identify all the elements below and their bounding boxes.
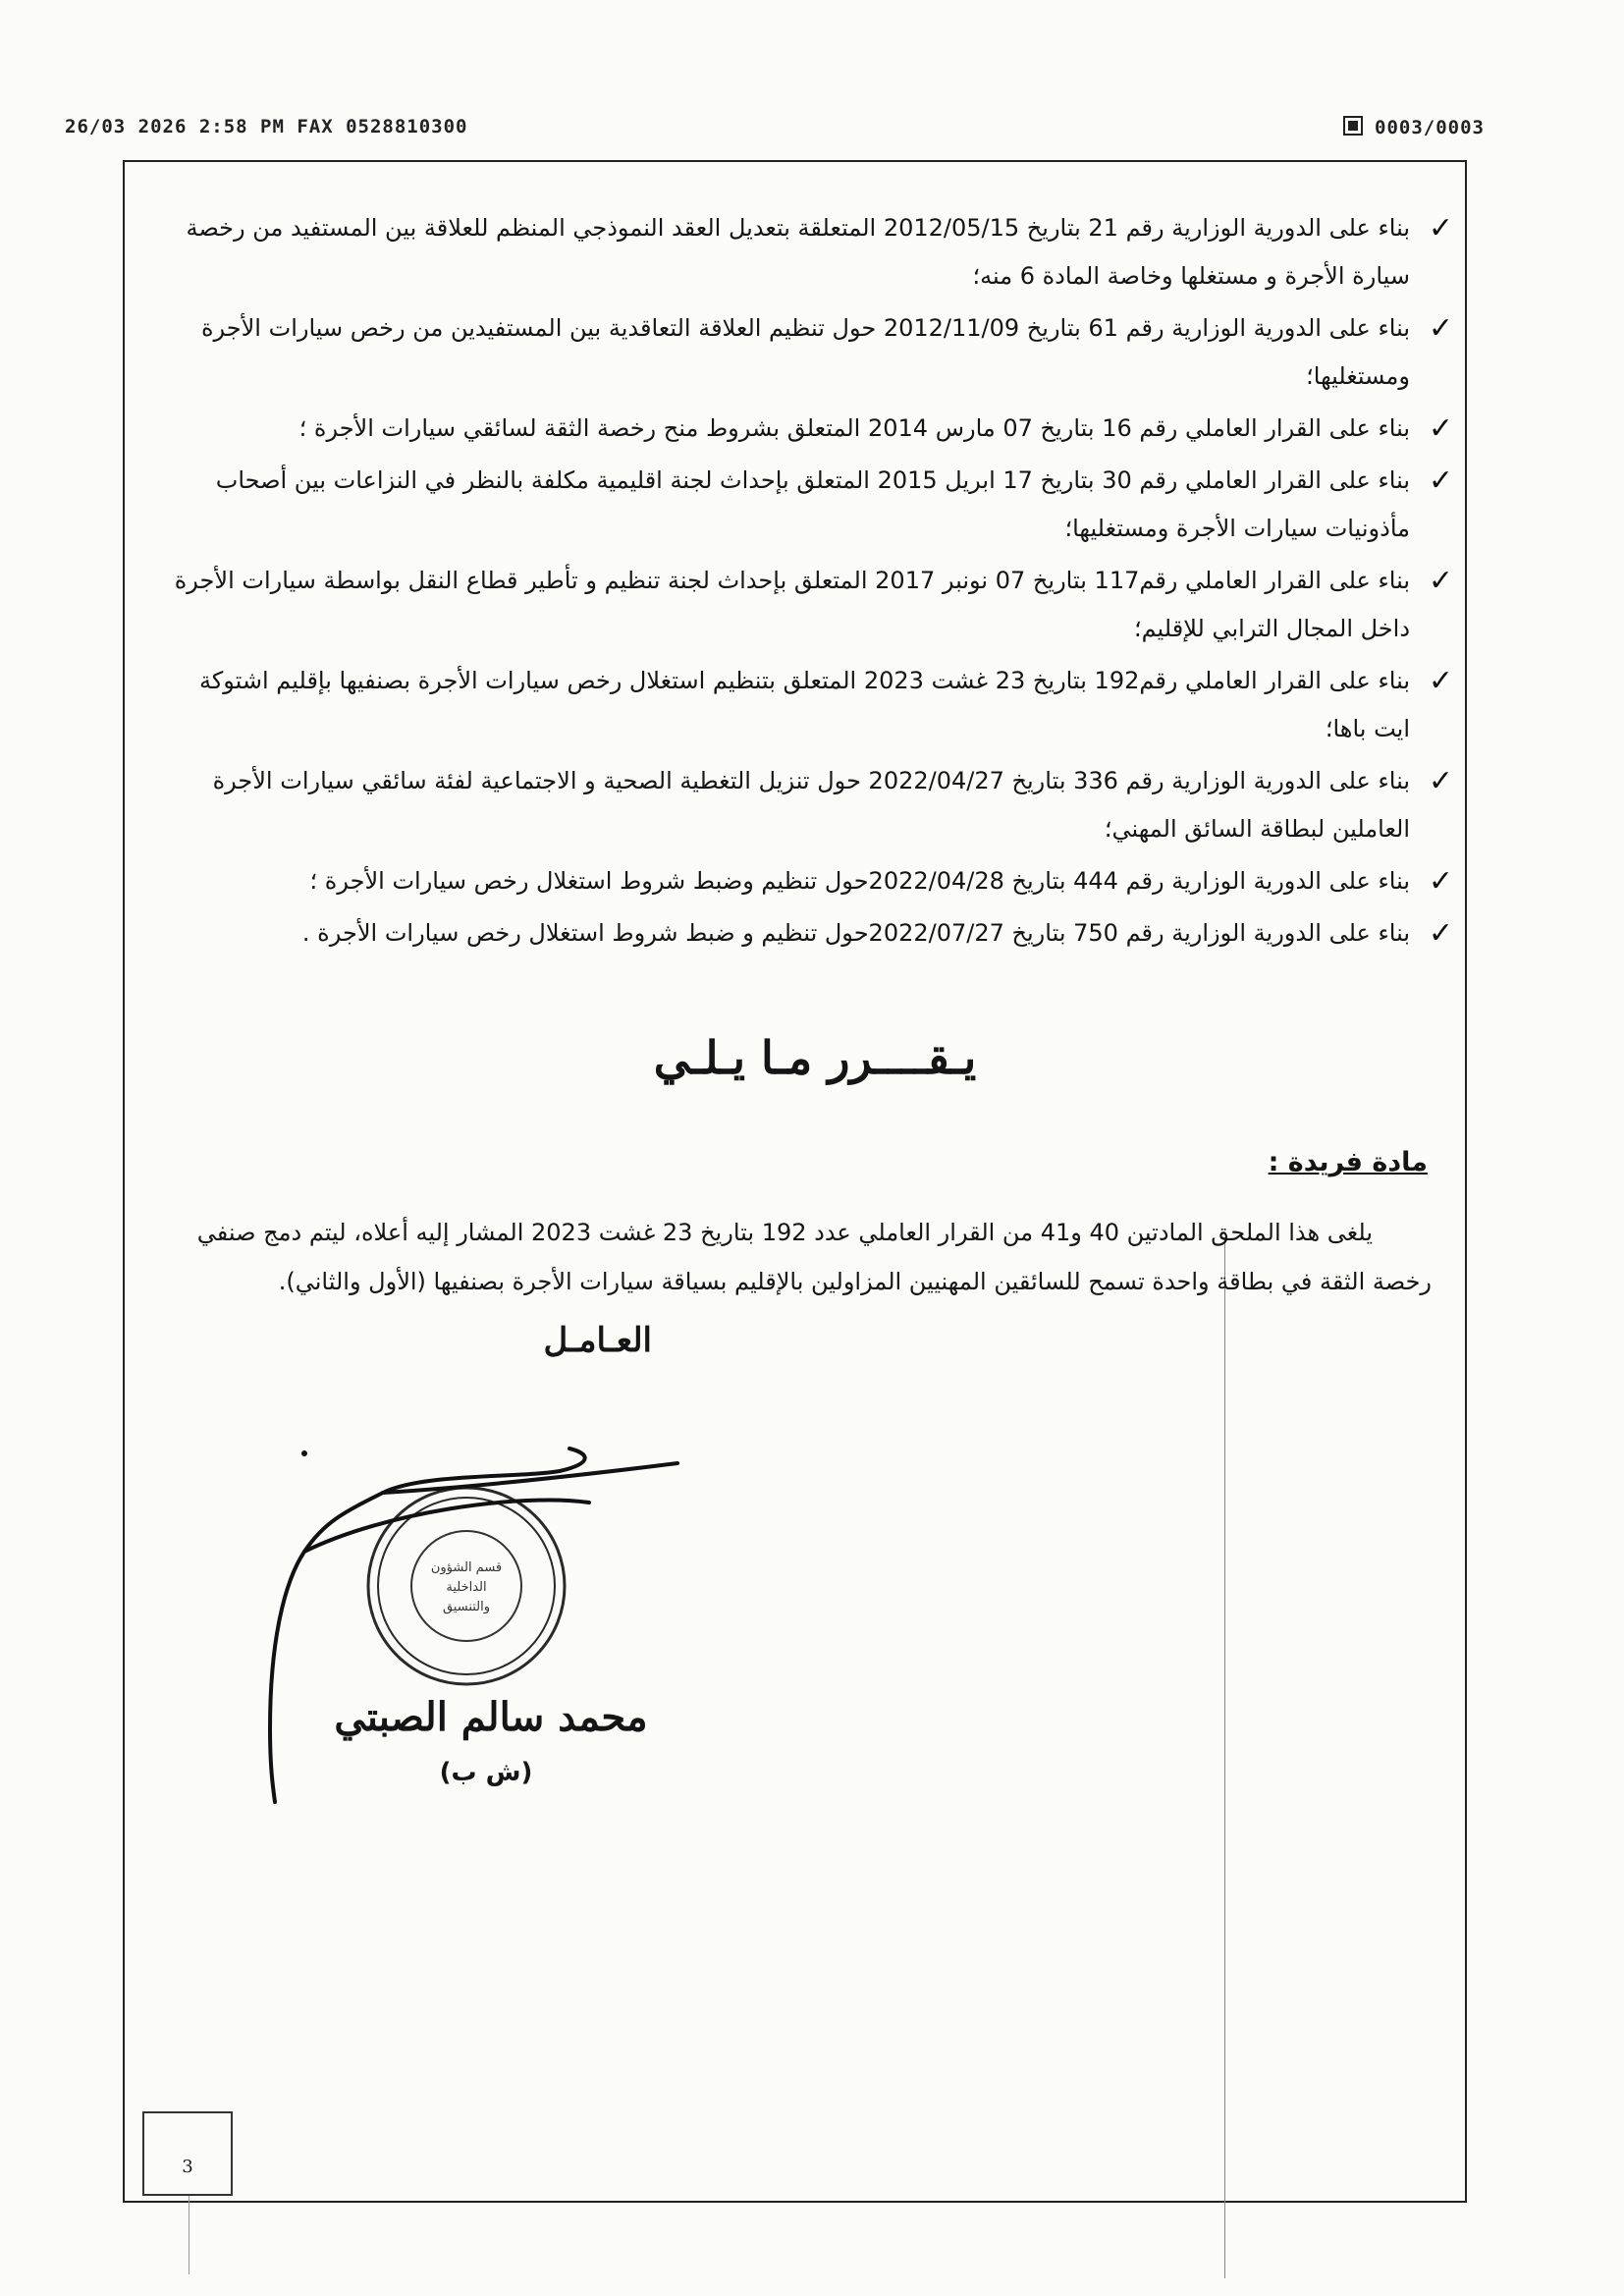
clause-text: بناء على الدورية الوزارية رقم 444 بتاريخ 2022/04/28حول تنظيم وضبط شروط استغلال رخص سيارات الأجرة ؛ [309,867,1410,895]
signer-name: محمد سالم الصبتي [334,1694,648,1740]
governor-title: العـامـل [543,1321,652,1360]
clause-text: بناء على الدورية الوزارية رقم 336 بتاريخ 2022/04/27 حول تنزيل التغطية الصحية و الاجتماعية لفئة سائقي سيارات الأجرة العاملين لبطاقة السائق المهني؛ [212,767,1410,843]
clause-item [157,657,1453,753]
handwritten-signature [270,1449,677,1802]
clause-text: بناء على القرار العاملي رقم117 بتاريخ 07 نونبر 2017 المتعلق بإحداث لجنة تنظيم و تأطير قطاع النقل بواسطة سيارات الأجرة داخل المجال الترابي للإقليم؛ [174,567,1410,642]
clause-item [157,857,1453,905]
clause-item [157,909,1453,957]
fold-line [1224,1237,1225,2278]
article-text: يلغى هذا الملحق المادتين 40 و41 من القرار العاملي عدد 192 بتاريخ 23 غشت 2023 المشار إليه أعلاه، ليتم دمج صنفي رخصة الثقة في بطاقة واحدة تسمح للسائقين المهنيين المزاولين بالإقليم بسياقة سيارات الأجرة بصنفيها (الأول والثاني). [196,1219,1432,1295]
fax-page-icon [1343,116,1363,136]
clause-item [157,457,1453,553]
article-body [157,1159,1432,1306]
svg-text:قسم الشؤون: قسم الشؤون [430,1560,503,1575]
signer-note: (ش ب) [439,1758,533,1787]
check-icon: ✓ [1428,764,1453,798]
clauses-list [157,204,1453,961]
fax-header-left: 26/03 2026 2:58 PM FAX 0528810300 [65,116,468,137]
svg-text:والتنسيق: والتنسيق [442,1600,491,1614]
clause-item [157,405,1453,453]
clause-text: بناء على الدورية الوزارية رقم 750 بتاريخ 2022/07/27حول تنظيم و ضبط شروط استغلال رخص سيارات الأجرة . [301,919,1410,947]
signature-stamp-area [265,1434,717,1807]
check-icon: ✓ [1428,411,1453,446]
clause-item [157,204,1453,301]
check-icon: ✓ [1428,211,1453,246]
decision-heading: يـقــــرر مـا يـلـي [653,1031,977,1084]
clause-item [157,757,1453,853]
fax-header-right [1343,116,1485,138]
check-icon: ✓ [1428,664,1453,698]
signature-drawing [265,1434,717,1807]
fax-page-count: 0003/0003 [1375,117,1485,138]
clause-text: بناء على الدورية الوزارية رقم 21 بتاريخ 2012/05/15 المتعلقة بتعديل العقد النموذجي المنظم للعلاقة بين المستفيد من رخصة سيارة الأجرة و مستغلها وخاصة المادة 6 منه؛ [186,214,1410,290]
clause-text: بناء على القرار العاملي رقم 30 بتاريخ 17 ابريل 2015 المتعلق بإحداث لجنة اقليمية مكلفة بالنظر في النزاعات بين أصحاب مأذونيات سيارات الأجرة ومستغليها؛ [215,466,1410,542]
clause-text: بناء على القرار العاملي رقم 16 بتاريخ 07 مارس 2014 المتعلق بشروط منح رخصة الثقة لسائقي سيارات الأجرة ؛ [298,414,1410,442]
page-number-box [142,2111,233,2196]
clause-item [157,557,1453,653]
clause-text: بناء على الدورية الوزارية رقم 61 بتاريخ 2012/11/09 حول تنظيم العلاقة التعاقدية بين المستفيدين من رخص سيارات الأجرة ومستغليها؛ [200,314,1410,390]
check-icon: ✓ [1428,464,1453,498]
svg-text:الداخلية: الداخلية [446,1580,487,1595]
article-label: مادة فريدة : [1268,1147,1428,1177]
check-icon: ✓ [1428,311,1453,346]
clause-item [157,304,1453,401]
page-number: 3 [182,2157,193,2177]
clause-text: بناء على القرار العاملي رقم192 بتاريخ 23 غشت 2023 المتعلق بتنظيم استغلال رخص سيارات الأجرة بصنفيها بإقليم اشتوكة ايت باها؛ [198,667,1410,742]
ink-dot [301,1450,307,1456]
check-icon: ✓ [1428,564,1453,598]
check-icon: ✓ [1428,916,1453,951]
check-icon: ✓ [1428,864,1453,899]
fax-header [65,110,1485,143]
